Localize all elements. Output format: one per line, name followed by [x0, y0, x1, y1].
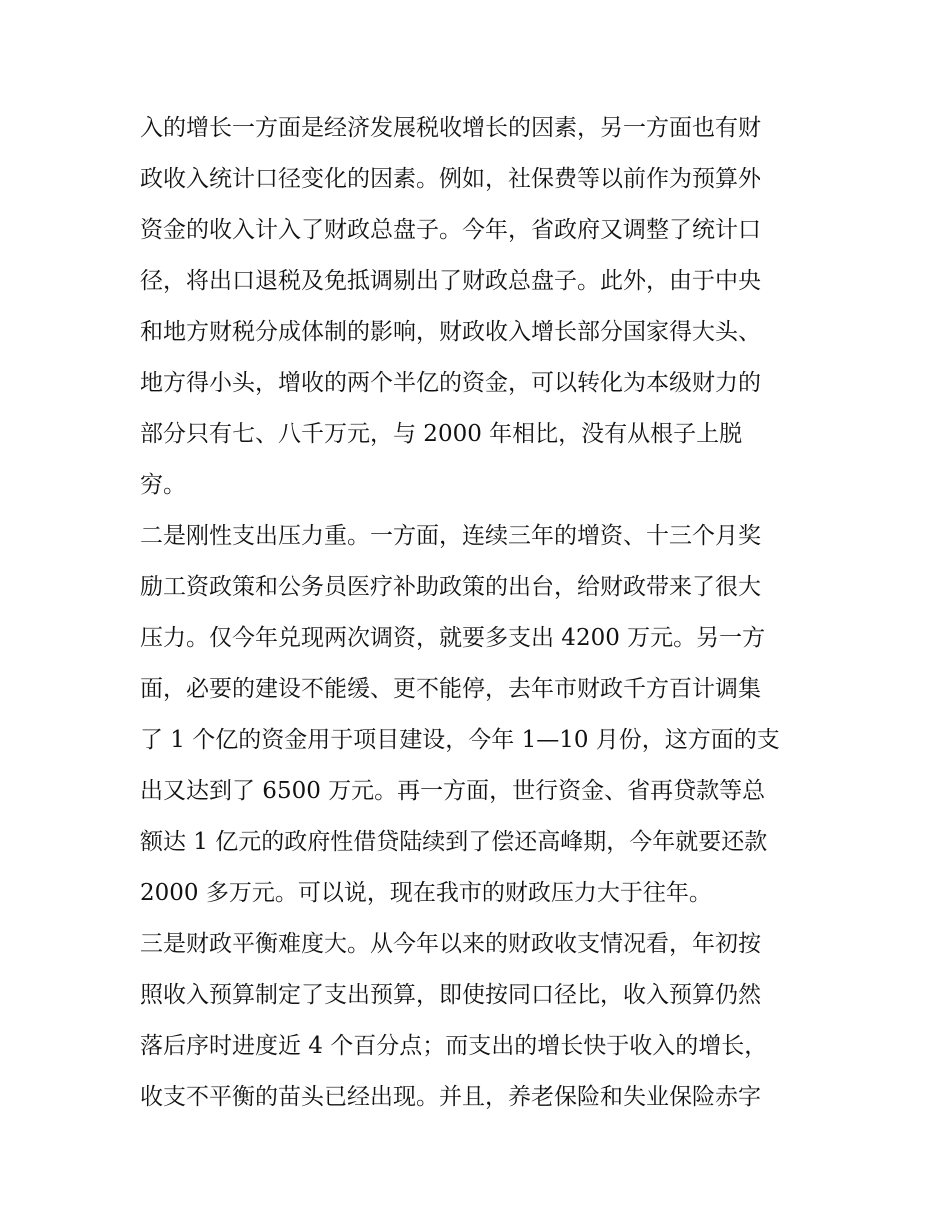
text-line: 了 1 个亿的资金用于项目建设，今年 1—10 月份，这方面的支 [140, 727, 780, 753]
text-line: 资金的收入计入了财政总盘子。今年，省政府又调整了统计口 [140, 217, 761, 243]
text-line: 2000 多万元。可以说，现在我市的财政压力大于往年。 [140, 880, 712, 906]
text-line: 落后序时进度近 4 个百分点；而支出的增长快于收入的增长， [140, 1033, 768, 1059]
text-line: 出又达到了 6500 万元。再一方面，世行资金、省再贷款等总 [140, 778, 766, 804]
text-line: 三是财政平衡难度大。从今年以来的财政收支情况看，年初按 [140, 931, 761, 957]
text-line: 地方得小头，增收的两个半亿的资金，可以转化为本级财力的 [140, 370, 761, 396]
text-line: 额达 1 亿元的政府性借贷陆续到了偿还高峰期，今年就要还款 [140, 829, 768, 855]
text-line: 部分只有七、八千万元，与 2000 年相比，没有从根子上脱 [140, 421, 743, 447]
text-line: 二是刚性支出压力重。一方面，连续三年的增资、十三个月奖 [140, 523, 761, 549]
text-line: 和地方财税分成体制的影响，财政收入增长部分国家得大头、 [140, 319, 761, 345]
text-line: 励工资政策和公务员医疗补助政策的出台，给财政带来了很大 [140, 574, 761, 600]
text-line: 照收入预算制定了支出预算，即使按同口径比，收入预算仍然 [140, 982, 761, 1008]
text-line: 入的增长一方面是经济发展税收增长的因素，另一方面也有财 [140, 115, 761, 141]
text-line: 穷。 [140, 472, 186, 498]
document-body [140, 103, 820, 1123]
text-line: 收支不平衡的苗头已经出现。并且，养老保险和失业保险赤字 [140, 1084, 761, 1110]
text-line: 压力。仅今年兑现两次调资，就要多支出 4200 万元。另一方 [140, 625, 766, 651]
text-line: 政收入统计口径变化的因素。例如，社保费等以前作为预算外 [140, 166, 761, 192]
text-line: 面，必要的建设不能缓、更不能停，去年市财政千方百计调集 [140, 676, 761, 702]
text-line: 径，将出口退税及免抵调剔出了财政总盘子。此外，由于中央 [140, 268, 761, 294]
